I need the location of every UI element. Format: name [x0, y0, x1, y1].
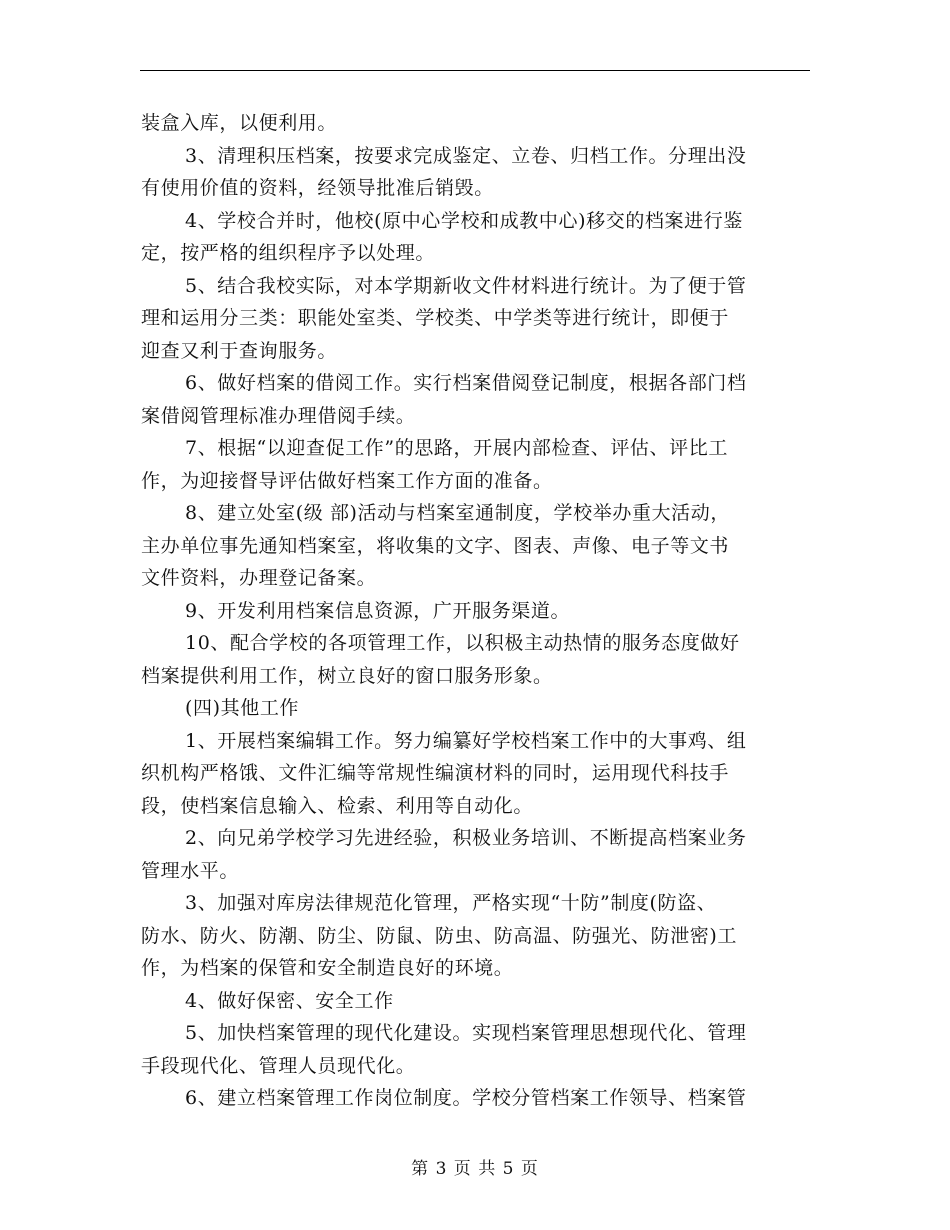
text-line: 4、做好保密、安全工作: [185, 989, 394, 1012]
text-line: 手段现代化、管理人员现代化。: [141, 1054, 416, 1077]
text-line: 7、根据“以迎查促工作”的思路，开展内部检查、评估、评比工: [185, 437, 728, 459]
text-line: 3、加强对库房法律规范化管理，严格实现“十防”制度(防盗、: [185, 892, 717, 914]
text-line: 段，使档案信息输入、检索、利用等自动化。: [141, 794, 534, 817]
text-line: 2、向兄弟学校学习先进经验，积极业务培训、不断提高档案业务: [185, 827, 747, 849]
text-line: 作，为档案的保管和安全制造良好的环境。: [141, 957, 514, 979]
text-line: 档案提供利用工作，树立良好的窗口服务形象。: [141, 664, 553, 687]
text-line: 作，为迎接督导评估做好档案工作方面的准备。: [141, 469, 553, 492]
header-rule: [140, 70, 810, 71]
text-line: 防水、防火、防潮、防尘、防鼠、防虫、防高温、防强光、防泄密)工: [141, 924, 738, 947]
text-line: 5、加快档案管理的现代化建设。实现档案管理思想现代化、管理: [185, 1022, 747, 1044]
text-line: 管理水平。: [141, 859, 240, 882]
text-line: 8、建立处室(级 部)活动与档案室通制度，学校举办重大活动，: [185, 502, 730, 524]
page-number-footer: 第 3 页 共 5 页: [411, 1159, 539, 1179]
text-line: 5、结合我校实际，对本学期新收文件材料进行统计。为了便于管: [185, 274, 747, 297]
text-line: 主办单位事先通知档案室，将收集的文字、图表、声像、电子等文书: [141, 534, 730, 557]
text-line: 6、建立档案管理工作岗位制度。学校分管档案工作领导、档案管: [185, 1087, 747, 1109]
text-line: 1、开展档案编辑工作。努力编纂好学校档案工作中的大事鸡、组: [185, 729, 747, 752]
text-line: 理和运用分三类：职能处室类、学校类、中学类等进行统计，即便于: [141, 307, 730, 329]
text-line: 文件资料，办理登记备案。: [141, 567, 377, 589]
text-line: 3、清理积压档案，按要求完成鉴定、立卷、归档工作。分理出没: [185, 144, 747, 167]
text-line: 迎查又利于查询服务。: [141, 339, 338, 362]
text-line: 6、做好档案的借阅工作。实行档案借阅登记制度，根据各部门档: [185, 372, 747, 394]
document-body: [141, 107, 809, 1115]
text-line: 10、配合学校的各项管理工作，以积极主动热情的服务态度做好: [185, 632, 740, 654]
text-line: 定，按严格的组织程序予以处理。: [141, 242, 436, 264]
text-line: 4、学校合并时，他校(原中心学校和成教中心)移交的档案进行鉴: [185, 209, 743, 232]
text-line: 案借阅管理标准办理借阅手续。: [141, 404, 416, 427]
text-line: 有使用价值的资料，经领导批准后销毁。: [141, 177, 494, 199]
text-line: (四)其他工作: [185, 697, 300, 719]
text-line: 9、开发利用档案信息资源，广开服务渠道。: [185, 599, 571, 622]
text-line: 装盒入库，以便利用。: [141, 112, 338, 134]
text-line: 织机构严格饿、文件汇编等常规性编演材料的同时，运用现代科技手: [141, 762, 730, 784]
